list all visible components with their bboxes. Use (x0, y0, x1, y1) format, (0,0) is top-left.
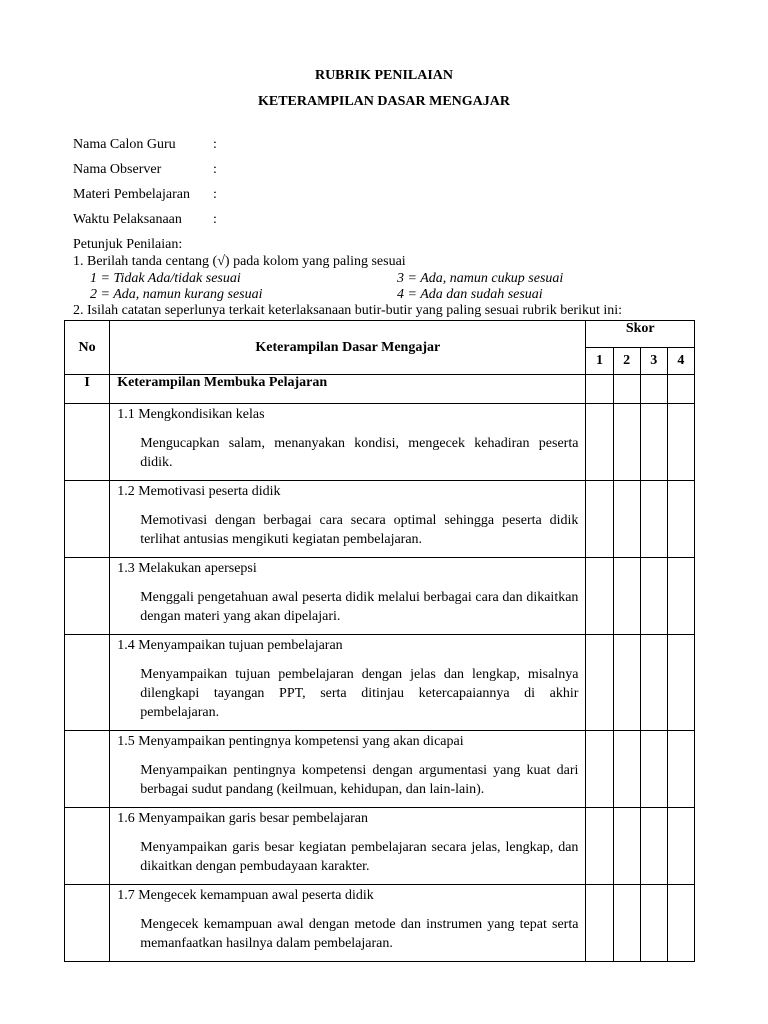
section-title: Keterampilan Membuka Pelajaran (110, 375, 586, 404)
score-cell[interactable] (613, 635, 640, 731)
score-cell[interactable] (586, 731, 613, 808)
field-separator: : (213, 187, 217, 202)
score-cell[interactable] (667, 558, 694, 635)
score-cell[interactable] (640, 375, 667, 404)
item-title: 1.3 Melakukan apersepsi (117, 561, 257, 576)
item-title: 1.1 Mengkondisikan kelas (117, 407, 265, 422)
item-cell (110, 731, 586, 808)
score-cell[interactable] (640, 808, 667, 885)
scale-3: 3 = Ada, namun cukup sesuai (397, 271, 564, 286)
item-cell (110, 808, 586, 885)
document-title: RUBRIK PENILAIAN (314, 68, 454, 83)
field-label: Materi Pembelajaran (73, 187, 191, 202)
table-row (65, 731, 695, 808)
score-level-4: 4 (667, 348, 694, 375)
score-cell[interactable] (667, 481, 694, 558)
score-cell[interactable] (613, 404, 640, 481)
section-number: I (65, 375, 110, 404)
item-cell (110, 885, 586, 962)
score-cell[interactable] (640, 558, 667, 635)
table-row (65, 808, 695, 885)
score-cell[interactable] (613, 558, 640, 635)
item-title: 1.2 Memotivasi peserta didik (117, 484, 281, 499)
table-row (65, 885, 695, 962)
score-cell[interactable] (640, 481, 667, 558)
score-cell[interactable] (586, 481, 613, 558)
item-description: Menyampaikan garis besar kegiatan pembelajaran secara jelas, lengkap, dan dikaitkan dengan pembudayaan karakter. (140, 840, 579, 874)
row-no-cell (65, 558, 110, 635)
item-title: 1.5 Menyampaikan pentingnya kompetensi yang akan dicapai (117, 734, 464, 749)
score-level-3: 3 (640, 348, 667, 375)
instruction-step-2: 2. Isilah catatan seperlunya terkait keterlaksanaan butir-butir yang paling sesuai rubrik berikut ini: (73, 303, 623, 318)
score-cell[interactable] (613, 375, 640, 404)
field-materi-pembelajaran (73, 187, 217, 203)
row-no-cell (65, 404, 110, 481)
item-description: Menyampaikan tujuan pembelajaran dengan jelas dan lengkap, misalnya dilengkapi tayangan PPT, serta ditinjau ketercapaiannya di akhir pembelajaran. (140, 667, 579, 720)
score-level-1: 1 (586, 348, 613, 375)
score-cell[interactable] (586, 808, 613, 885)
item-description: Menyampaikan pentingnya kompetensi dengan argumentasi yang kuat dari berbagai sudut pandang (keilmuan, kehidupan, dan lain-lain). (140, 763, 579, 797)
field-label: Waktu Pelaksanaan (73, 212, 182, 227)
field-waktu-pelaksanaan (73, 212, 217, 228)
item-cell (110, 635, 586, 731)
document-subtitle: KETERAMPILAN DASAR MENGAJAR (257, 94, 510, 109)
item-description: Mengecek kemampuan awal dengan metode dan instrumen yang tepat serta memanfaatkan hasilnya dalam pembelajaran. (140, 917, 579, 951)
row-no-cell (65, 731, 110, 808)
score-cell[interactable] (667, 885, 694, 962)
rubric-table (64, 320, 695, 962)
instruction-step-1: 1. Berilah tanda centang (√) pada kolom yang paling sesuai (73, 254, 406, 269)
row-no-cell (65, 808, 110, 885)
table-row (65, 558, 695, 635)
item-description: Memotivasi dengan berbagai cara secara optimal sehingga peserta didik terlihat antusias mengikuti kegiatan pembelajaran. (140, 513, 579, 547)
score-cell[interactable] (613, 808, 640, 885)
table-header-row (65, 321, 695, 348)
header-skill: Keterampilan Dasar Mengajar (110, 321, 586, 375)
table-row (65, 481, 695, 558)
item-title: 1.6 Menyampaikan garis besar pembelajaran (117, 811, 368, 826)
section-row (65, 375, 695, 404)
field-label: Nama Observer (73, 162, 162, 177)
field-separator: : (213, 212, 217, 227)
score-cell[interactable] (667, 808, 694, 885)
score-cell[interactable] (667, 731, 694, 808)
scale-4: 4 = Ada dan sudah sesuai (397, 287, 543, 302)
header-no: No (65, 321, 110, 375)
score-level-2: 2 (613, 348, 640, 375)
table-row (65, 635, 695, 731)
score-cell[interactable] (667, 375, 694, 404)
row-no-cell (65, 481, 110, 558)
score-cell[interactable] (586, 558, 613, 635)
scale-2: 2 = Ada, namun kurang sesuai (90, 287, 263, 302)
score-cell[interactable] (586, 375, 613, 404)
score-cell[interactable] (613, 731, 640, 808)
score-cell[interactable] (613, 885, 640, 962)
item-description: Mengucapkan salam, menanyakan kondisi, mengecek kehadiran peserta didik. (140, 436, 579, 470)
field-nama-calon-guru (73, 137, 217, 153)
field-separator: : (213, 137, 217, 152)
field-nama-observer (73, 162, 217, 178)
score-cell[interactable] (586, 635, 613, 731)
row-no-cell (65, 635, 110, 731)
item-cell (110, 558, 586, 635)
score-cell[interactable] (640, 635, 667, 731)
score-cell[interactable] (667, 404, 694, 481)
item-cell (110, 481, 586, 558)
score-cell[interactable] (640, 731, 667, 808)
score-cell[interactable] (586, 885, 613, 962)
table-row (65, 404, 695, 481)
scale-1: 1 = Tidak Ada/tidak sesuai (90, 271, 241, 286)
item-title: 1.7 Mengecek kemampuan awal peserta didik (117, 888, 374, 903)
row-no-cell (65, 885, 110, 962)
score-cell[interactable] (640, 404, 667, 481)
score-cell[interactable] (640, 885, 667, 962)
score-cell[interactable] (613, 481, 640, 558)
instructions-heading: Petunjuk Penilaian: (73, 237, 183, 252)
item-description: Menggali pengetahuan awal peserta didik melalui berbagai cara dan dikaitkan dengan materi yang akan dipelajari. (140, 590, 579, 624)
field-separator: : (213, 162, 217, 177)
score-cell[interactable] (667, 635, 694, 731)
score-cell[interactable] (586, 404, 613, 481)
field-label: Nama Calon Guru (73, 137, 176, 152)
item-cell (110, 404, 586, 481)
header-score: Skor (586, 321, 695, 348)
item-title: 1.4 Menyampaikan tujuan pembelajaran (117, 638, 343, 653)
